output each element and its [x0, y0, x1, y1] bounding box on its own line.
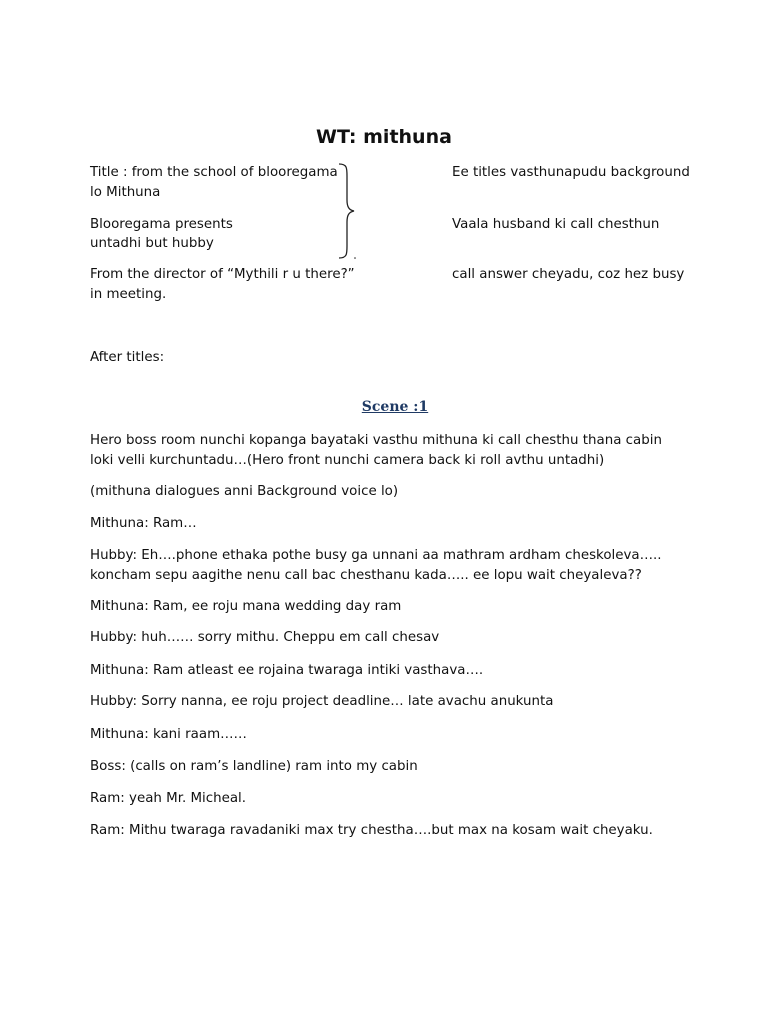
paragraph-4-line-2: koncham sepu aagithe nenu call bac chesthanu kada….. ee lopu wait cheyaleva?? [90, 567, 642, 583]
curly-brace [337, 162, 363, 262]
header-row-3-right: call answer cheyadu, coz hez busy [452, 267, 685, 282]
header-row-2-right: Vaala husband ki call chesthun [452, 217, 660, 232]
paragraph-5: Mithuna: Ram, ee roju mana wedding day ram [90, 599, 402, 614]
header-row-2-left-line-1: Blooregama presents [90, 217, 233, 232]
paragraph-11: Ram: yeah Mr. Micheal. [90, 791, 247, 806]
scene-heading: Scene :1 [361, 399, 429, 415]
paragraph-1-line-2: loki velli kurchuntadu…(Hero front nunchi camera back ki roll avthu untadhi) [90, 452, 605, 468]
paragraph-1 [90, 431, 730, 470]
paragraph-1-line-1: Hero boss room nunchi kopanga bayataki vasthu mithuna ki call chesthu thana cabin [90, 433, 662, 448]
paragraph-12: Ram: Mithu twaraga ravadaniki max try chestha….but max na kosam wait cheyaku. [90, 823, 653, 838]
paragraph-2: (mithuna dialogues anni Background voice lo) [90, 484, 399, 499]
header-row-3-left-line-2: in meeting. [90, 287, 167, 302]
paragraph-7: Mithuna: Ram atleast ee rojaina twaraga intiki vasthava…. [90, 663, 484, 678]
header-row-1-right: Ee titles vasthunapudu background [452, 165, 690, 180]
document-title: WT: mithuna [316, 126, 452, 148]
header-row-2-left-line-2: untadhi but hubby [90, 236, 214, 251]
paragraph-4-line-1: Hubby: Eh….phone ethaka pothe busy ga unnani aa mathram ardham cheskoleva….. [90, 548, 662, 563]
paragraph-3: Mithuna: Ram… [90, 516, 197, 531]
header-row-1-left-line-1: Title : from the school of blooregama [90, 165, 338, 180]
paragraph-9: Mithuna: kani raam…… [90, 727, 247, 742]
paragraph-6: Hubby: huh…… sorry mithu. Cheppu em call chesav [90, 630, 440, 645]
header-row-1-left-line-2: lo Mithuna [90, 185, 161, 200]
header-row-3-left-line-1: From the director of “Mythili r u there?” [90, 267, 355, 282]
paragraph-4 [90, 546, 730, 585]
after-titles-label: After titles: [90, 350, 165, 365]
paragraph-10: Boss: (calls on ram’s landline) ram into my cabin [90, 759, 418, 774]
paragraph-8: Hubby: Sorry nanna, ee roju project deadline… late avachu anukunta [90, 694, 554, 709]
